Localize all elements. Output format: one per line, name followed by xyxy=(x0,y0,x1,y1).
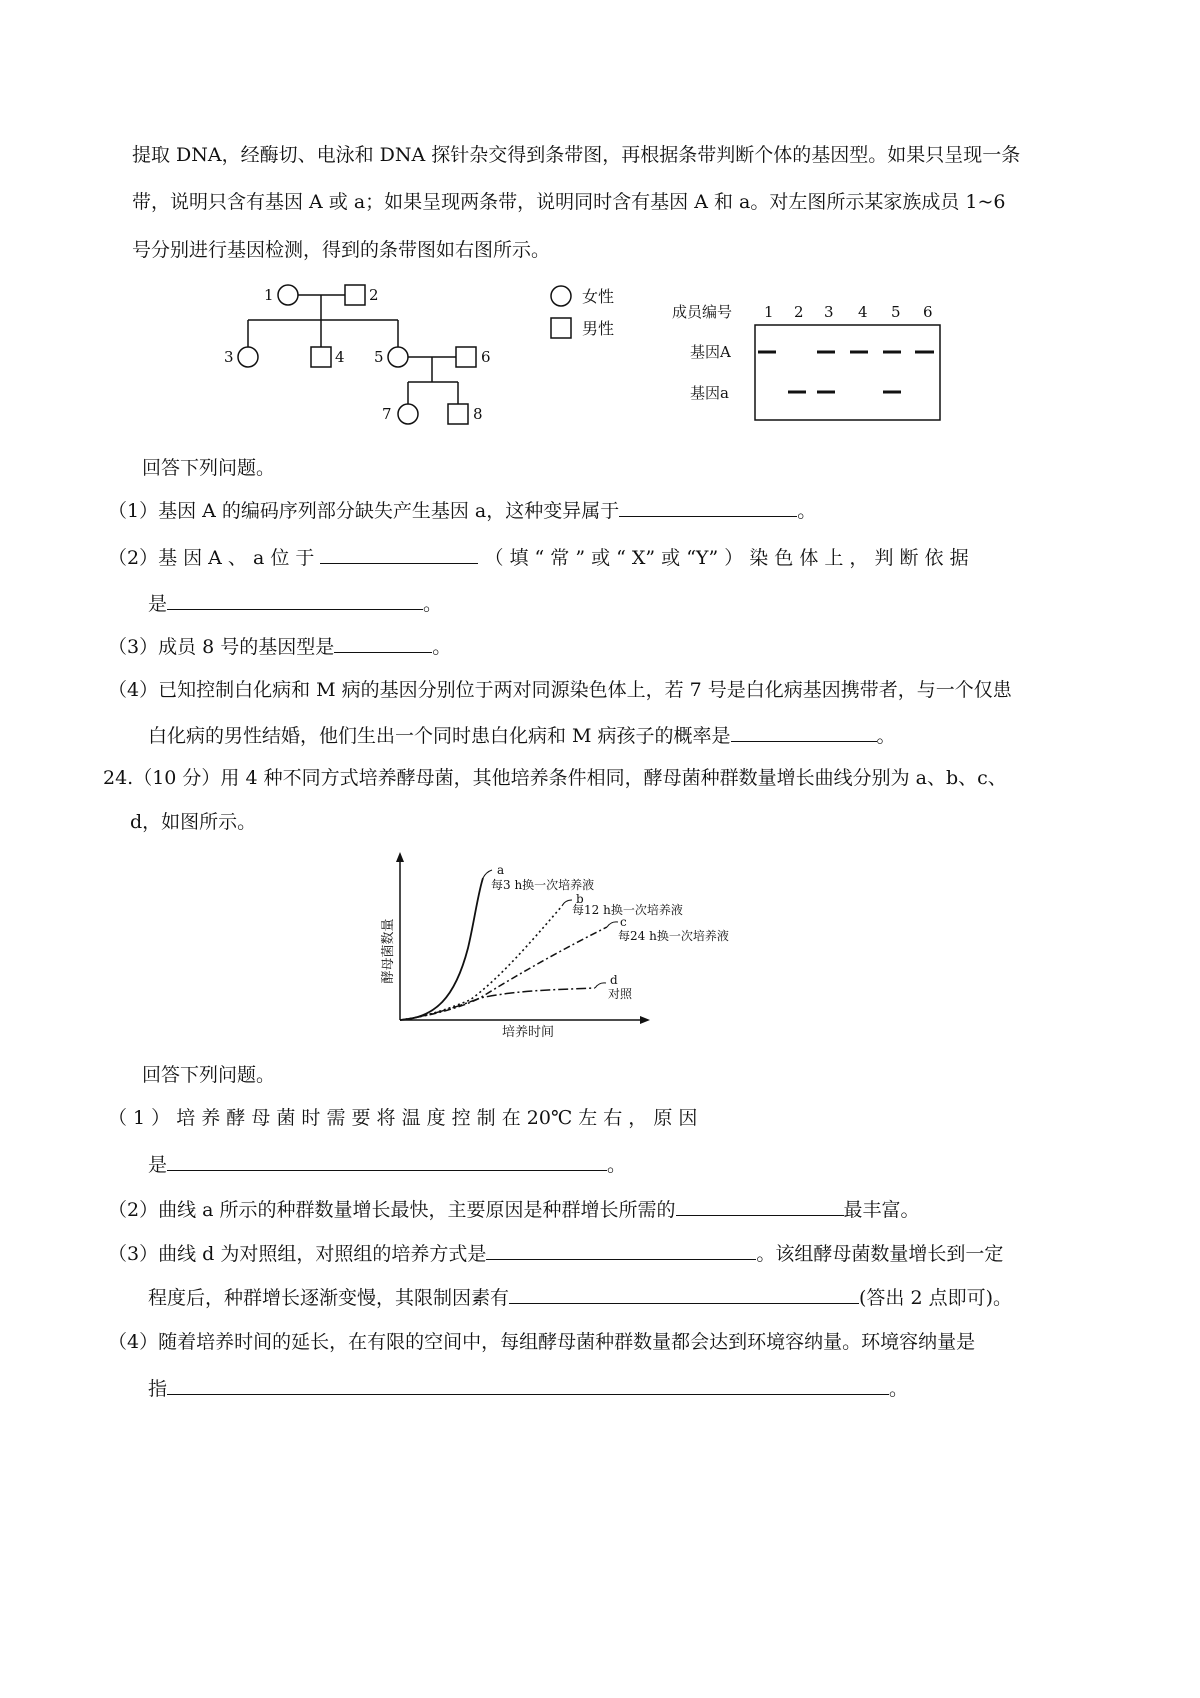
curve-a-label: 每3 h换一次培养液 xyxy=(491,878,595,892)
answer-blank-q23-2b[interactable] xyxy=(167,591,423,610)
q23-4-text-b: 白化病的男性结婚，他们生出一个同时患白化病和 M 病孩子的概率是 xyxy=(148,725,731,747)
answer-blank-q24-1[interactable] xyxy=(167,1152,607,1171)
pedigree-diagram xyxy=(215,280,595,440)
legend-female: 女性 xyxy=(582,287,615,306)
q24-3-text-d: (答出 2 点即可)。 xyxy=(859,1287,1013,1309)
x-axis-label: 培养时间 xyxy=(501,1025,555,1040)
growth-curve-chart xyxy=(370,848,770,1043)
q24-1-text-b: 是 xyxy=(148,1154,168,1176)
q23-2-text-a: （2）基 因 A 、 a 位 于 xyxy=(108,547,315,569)
pedigree-label-5: 5 xyxy=(374,348,384,366)
gel-band-diagram xyxy=(672,300,962,430)
answer-blank-q23-1[interactable] xyxy=(619,498,797,517)
q24-3-cont xyxy=(148,1285,1012,1310)
pedigree-label-4: 4 xyxy=(335,348,345,366)
q23-2-text-c: 是 xyxy=(148,593,168,615)
q24-3 xyxy=(108,1241,1003,1266)
pedigree-label-3: 3 xyxy=(224,348,234,366)
curve-d xyxy=(400,988,595,1020)
gel-header-label: 成员编号 xyxy=(672,303,733,321)
q24-2 xyxy=(108,1197,920,1222)
answer-blank-q24-3b[interactable] xyxy=(509,1285,859,1304)
y-axis-arrow-icon xyxy=(396,852,404,862)
intro-line-2: 带，说明只含有基因 A 或 a；如果呈现两条带，说明同时含有基因 A 和 a。对左图所示某家族成员 1~6 xyxy=(132,191,1006,213)
q24-1: （ 1 ） 培 养 酵 母 菌 时 需 要 将 温 度 控 制 在 20℃ 左 右 ， 原 因 xyxy=(108,1107,698,1129)
curve-b-letter: b xyxy=(576,892,584,906)
q23-4-cont xyxy=(148,723,896,748)
q23-4: （4）已知控制白化病和 M 病的基因分别位于两对同源染色体上，若 7 号是白化病基因携带者，与一个仅患 xyxy=(108,679,1012,701)
q24-4-text-b: 指 xyxy=(148,1378,168,1400)
pedigree-label-1: 1 xyxy=(264,286,274,304)
gel-member-5: 5 xyxy=(891,303,901,321)
q23-3-text: （3）成员 8 号的基因型是 xyxy=(108,636,335,658)
q23-1 xyxy=(108,498,816,523)
intro-line-3: 号分别进行基因检测，得到的条带图如右图所示。 xyxy=(132,239,551,261)
q23-1-end: 。 xyxy=(797,500,817,522)
q24-4: （4）随着培养时间的延长，在有限的空间中，每组酵母菌种群数量都会达到环境容纳量。环境容纳量是 xyxy=(108,1331,976,1353)
answer-blank-q24-4[interactable] xyxy=(167,1376,889,1395)
curve-a xyxy=(400,878,483,1020)
gel-member-1: 1 xyxy=(764,303,774,321)
curve-c-label: 每24 h换一次培养液 xyxy=(618,929,729,943)
q23-4-end: 。 xyxy=(876,725,896,747)
q23-2-cont xyxy=(148,591,442,616)
pedigree-label-8: 8 xyxy=(473,405,483,423)
q24-4-cont xyxy=(148,1376,908,1401)
answer-blank-q23-2a[interactable] xyxy=(320,545,478,564)
intro-line-1: 提取 DNA，经酶切、电泳和 DNA 探针杂交得到条带图，再根据条带判断个体的基因型。如果只呈现一条 xyxy=(132,144,1021,166)
pedigree-label-7: 7 xyxy=(382,405,392,423)
answer-blank-q23-3[interactable] xyxy=(334,634,432,653)
q24-head: 24.（10 分）用 4 种不同方式培养酵母菌，其他培养条件相同，酵母菌种群数量增长曲线分别为 a、b、c、 xyxy=(103,767,1007,789)
curve-a-letter: a xyxy=(497,863,505,877)
q24-prompt: 回答下列问题。 xyxy=(142,1064,276,1086)
y-axis-label: 酵母菌数量 xyxy=(381,918,396,984)
curve-d-letter: d xyxy=(610,973,618,987)
curve-d-label: 对照 xyxy=(608,987,633,1001)
q23-3-end: 。 xyxy=(432,636,452,658)
pedigree-label-2: 2 xyxy=(369,286,379,304)
gel-frame xyxy=(755,325,940,420)
pedigree-legend xyxy=(550,283,640,343)
curve-b-label: 每12 h换一次培养液 xyxy=(572,903,683,917)
q23-2-end: 。 xyxy=(423,593,443,615)
q24-4-end: 。 xyxy=(889,1378,909,1400)
q24-head-cont: d，如图所示。 xyxy=(130,811,257,833)
gel-member-2: 2 xyxy=(794,303,804,321)
x-axis-arrow-icon xyxy=(640,1016,650,1024)
legend-male: 男性 xyxy=(582,319,615,338)
answer-blank-q24-3a[interactable] xyxy=(486,1241,756,1260)
q23-2-text-b: （ 填 “ 常 ” 或 “ X” 或 “Y” ） 染 色 体 上 ， 判 断 依 据 xyxy=(484,547,969,569)
male-symbol-icon xyxy=(551,318,571,338)
q23-1-text: （1）基因 A 的编码序列部分缺失产生基因 a，这种变异属于 xyxy=(108,500,620,522)
answer-blank-q24-2[interactable] xyxy=(676,1197,844,1216)
q24-1-end: 。 xyxy=(607,1154,627,1176)
gel-member-4: 4 xyxy=(858,303,868,321)
female-symbol-icon xyxy=(551,286,571,306)
answer-blank-q23-4[interactable] xyxy=(731,723,877,742)
gel-member-6: 6 xyxy=(923,303,933,321)
q24-3-text-b: 。该组酵母菌数量增长到一定 xyxy=(756,1243,1004,1265)
q24-3-text-c: 程度后，种群增长逐渐变慢，其限制因素有 xyxy=(148,1287,510,1309)
q24-2-text-a: （2）曲线 a 所示的种群数量增长最快，主要原因是种群增长所需的 xyxy=(108,1199,676,1221)
gel-member-3: 3 xyxy=(824,303,834,321)
q23-3 xyxy=(108,634,451,659)
curve-c-letter: c xyxy=(620,915,627,929)
q24-3-text-a: （3）曲线 d 为对照组，对照组的培养方式是 xyxy=(108,1243,487,1265)
gel-row-a: 基因a xyxy=(690,384,729,402)
curve-c xyxy=(400,927,607,1020)
gel-row-A: 基因A xyxy=(690,343,731,361)
pedigree-label-6: 6 xyxy=(481,348,491,366)
q23-2 xyxy=(108,545,969,570)
q24-1-cont xyxy=(148,1152,626,1177)
q24-2-text-b: 最丰富。 xyxy=(843,1199,920,1221)
q23-prompt: 回答下列问题。 xyxy=(142,457,276,479)
